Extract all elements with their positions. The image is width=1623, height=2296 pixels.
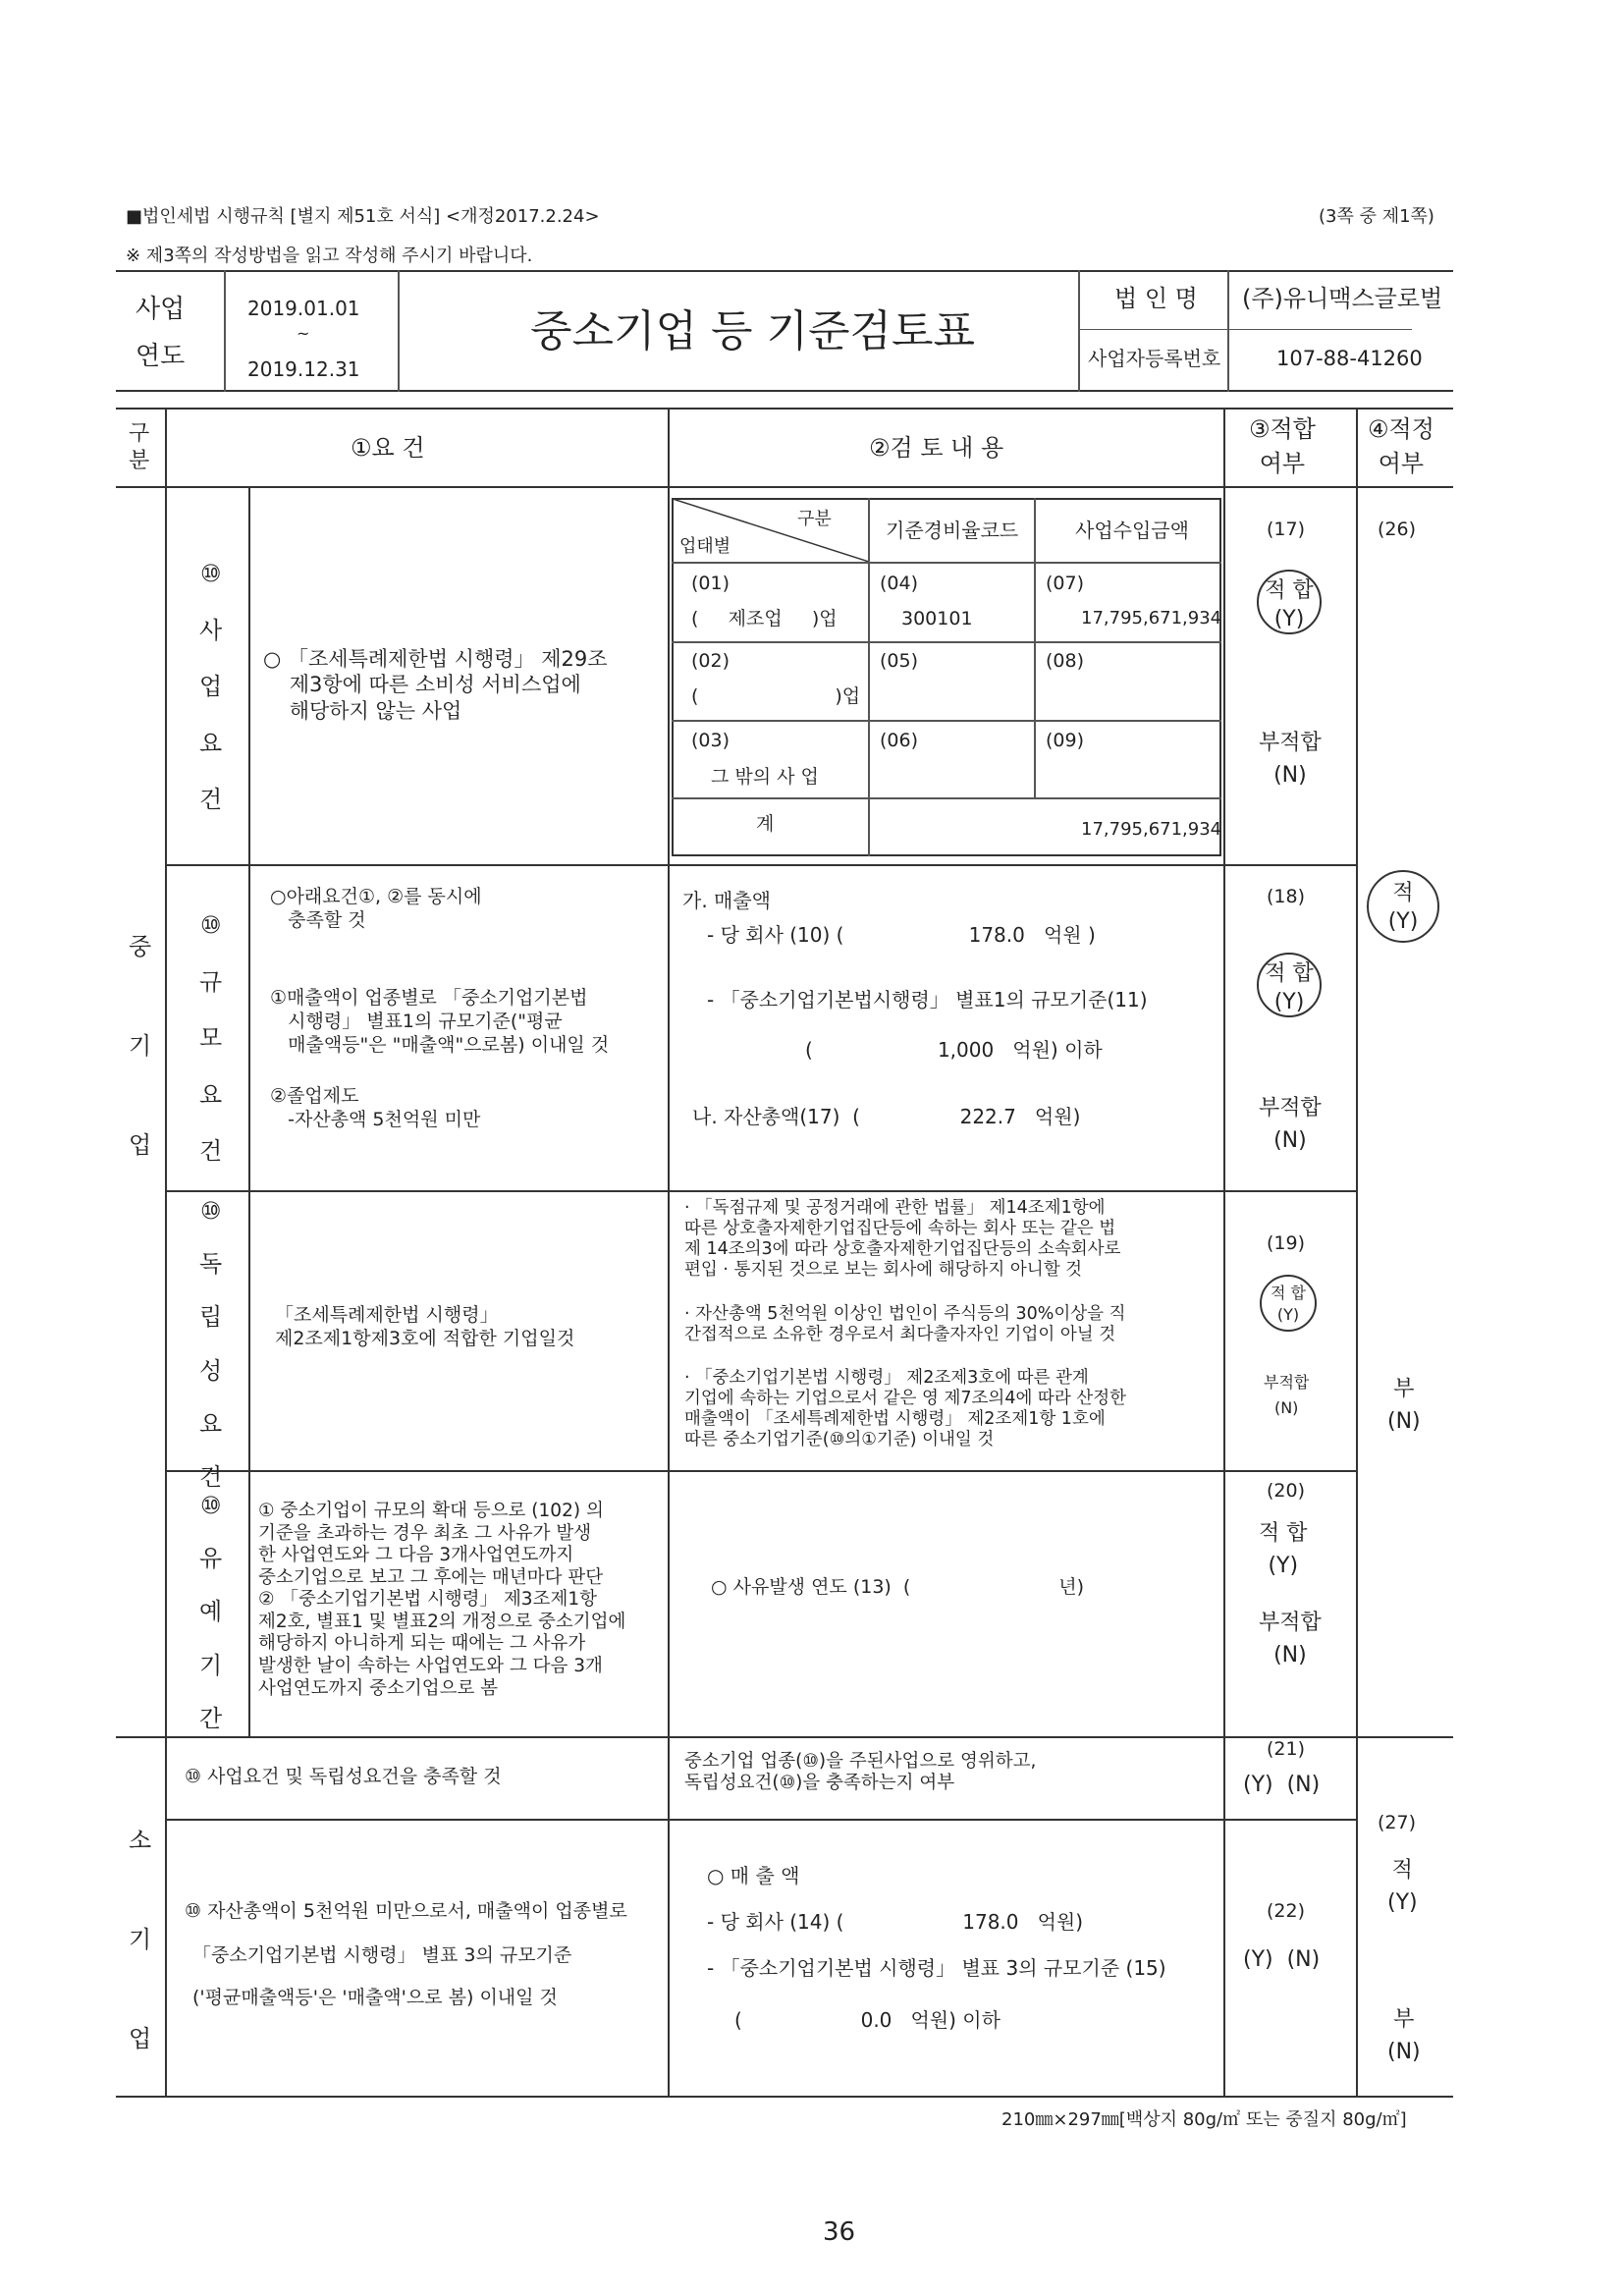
page-number: 36 [823,2217,856,2247]
r1-code-no: (04) [880,573,919,594]
table-col2: 사업수입금액 [1075,519,1189,542]
col-gubun: 구 분 [129,421,150,473]
header-top-rule [116,270,1453,272]
divider [116,486,1453,488]
small2-rev-a: ○ 매 출 액 [707,1864,800,1887]
table-corner-top: 구분 [797,509,832,529]
business-req: ○ 「조세특례제한법 시행령」 제29조 제3항에 따른 소비성 서비스업에 해당하지 않는 사업 [263,647,608,723]
table-corner-bottom: 업태별 [679,536,731,557]
indep-rev-c: · 「중소기업기본법 시행령」 제2조제3호에 따른 관계 기업에 속하는 기업으로서 같은 영 제7조의4에 따라 산정한 매출액이 「조세특례제한법 시행령」 제2조제1항 1호에 따른 중소기업기준(⑩의①기준) 이내일 것 [684,1368,1127,1449]
indep-req: 「조세특례제한법 시행령」 제2조제1항제3호에 적합한 기업일것 [275,1304,575,1349]
corp-name-label: 법 인 명 [1114,285,1198,312]
divider [672,720,1221,722]
period-sep: ~ [297,324,310,343]
col-fit: ③적합 여부 [1249,415,1316,477]
instruction-line: ※ 제3쪽의 작성방법을 읽고 작성해 주시기 바랍니다. [126,246,533,266]
divider [1034,498,1036,797]
indep-fit-no: (19) [1267,1232,1306,1254]
table-top [116,408,1453,410]
divider [165,1819,1356,1821]
indep-rev-a: · 「독점규제 및 공정거래에 관한 법률」 제14조제1항에 따른 상호출자제한기업집단등에 속하는 회사 또는 같은 법 제 14조의3에 따라 상호출자제한기업집단등의 소속회사로 편입 · 통지된 것으로 보는 회사에 해당하지 아니할 것 [684,1198,1121,1280]
divider [1356,408,1358,2097]
scale-req-c: ②졸업제도 -자산총액 5천억원 미만 [270,1085,481,1130]
divider [224,270,226,392]
scale-rev-d: ( 1,000 억원) 이하 [805,1038,1103,1062]
small2-rev-b: - 당 회사 (14) ( 178.0 억원) [707,1910,1084,1934]
paper-spec: 210㎜×297㎜[백상지 80g/㎡ 또는 중질지 80g/㎡] [1001,2109,1407,2130]
r2-amt-no: (08) [1046,650,1085,672]
grace-fit-no: (20) [1267,1480,1306,1502]
grace-fit-yes: 적 합 (Y) [1259,1521,1308,1578]
divider [398,270,400,392]
r1-name: ( 제조업 )업 [691,608,838,629]
r1-no: (01) [691,573,730,594]
grace-rev: ○ 사유발생 연도 (13) ( 년) [711,1576,1085,1598]
r3-no: (03) [691,730,730,751]
divider [116,1736,1453,1738]
small1-rev: 중소기업 업종(⑩)을 주된사업으로 영위하고, 독립성요건(⑩)을 충족하는지 여부 [684,1751,1037,1794]
small2-rev-c: - 「중소기업기본법 시행령」 별표 3의 규모기준 (15) [707,1956,1166,1980]
scale-label: ⑩ 규 모 요 건 [199,911,223,1166]
indep-fit-yes: 적 합 (Y) [1260,1275,1317,1332]
small1-req: ⑩ 사업요건 및 독립성요건을 충족할 것 [185,1766,502,1787]
scale-rev-c: - 「중소기업기본법시행령」 별표1의 규모기준(11) [707,988,1148,1011]
divider [668,408,670,2097]
total-amt: 17,795,671,934 [1081,819,1222,840]
page-of: (3쪽 중 제1쪽) [1319,206,1434,227]
divider [165,864,1356,866]
divider [1227,270,1229,392]
r1-amt-no: (07) [1046,573,1085,594]
scale-fit-noans: 부적합 (N) [1259,1096,1322,1153]
indep-fit-noans: 부적합 (N) [1264,1373,1310,1417]
section-small: 소 기 업 [129,1827,152,2052]
year-label-2: 연도 [135,342,186,371]
scale-req-a: ○아래요건①, ②를 동시에 충족할 것 [270,886,482,931]
divider [1078,329,1412,330]
r3-code-no: (06) [880,730,919,751]
divider [165,1190,1356,1192]
small2-req-a: ⑩ 자산총액이 5천억원 미만으로서, 매출액이 업종별로 [185,1900,627,1922]
scale-fit-no: (18) [1267,886,1306,907]
col-final: ④적정 여부 [1368,415,1434,477]
indep-rev-b: · 자산총액 5천억원 이상인 법인이 주식등의 30%이상을 직 간접적으로 소유한 경우로서 최다출자자인 기업이 아닐 것 [684,1304,1126,1344]
regulation-line: ■법인세법 시행규칙 [별지 제51호 서식] <개정2017.2.24> [126,206,600,227]
business-final-no: (26) [1378,519,1417,540]
small2-req-c: ('평균매출액등'은 '매출액'으로 봄) 이내일 것 [192,1987,558,2008]
col-requirement: ①요 건 [351,434,425,462]
business-fit-yes: 적 합 (Y) [1257,570,1322,634]
business-fit-no: (17) [1267,519,1306,540]
grace-label: ⑩ 유 예 기 간 [199,1492,223,1732]
period-end: 2019.12.31 [247,357,360,381]
grace-req: ① 중소기업이 규모의 확대 등으로 (102) 의 기준을 초과하는 경우 최초 그 사유가 발생 한 사업연도와 그 다음 3개사업연도까지 중소기업으로 보고 그 후에는 매년마다 판단 ② 「중소기업기본법 시행령」 제3조제1항 제2호, 별표1 및 별표2의 개정으로 중소기업에 해당하지 아니하게 되는 때에는 그 사유가 발생한 날이 속하는 사업연도와 그 다음 3개 사업연도까지 중소기업으로 봄 [258,1501,626,1699]
total-label: 계 [756,813,775,835]
small2-req-b: 「중소기업기본법 시행령」 별표 3의 규모기준 [192,1944,572,1966]
indep-label: ⑩ 독 립 성 요 건 [199,1197,223,1492]
scale-rev-a: 가. 매출액 [682,889,771,912]
business-label: ⑩ 사 업 요 건 [199,560,223,814]
divider [165,408,167,2097]
period-start: 2019.01.01 [247,297,360,320]
divider [1223,408,1225,2097]
biz-no: 107-88-41260 [1276,347,1423,370]
divider [248,486,250,1736]
table-bottom [116,2096,1453,2098]
col-review: ②검 토 내 용 [869,434,1004,462]
scale-fit-yes: 적 합 (Y) [1257,953,1322,1017]
divider [672,641,1221,643]
table-col1: 기준경비율코드 [886,519,1019,542]
sme-final-mark: 적 (Y) [1367,870,1439,943]
r2-name: ( )업 [691,685,861,707]
corp-name: (주)유니맥스글로벌 [1242,285,1443,312]
sme-final-no: 부 (N) [1387,1377,1421,1434]
r3-amt-no: (09) [1046,730,1085,751]
small1-fit-yn: (Y) (N) [1243,1773,1321,1797]
small2-rev-d: ( 0.0 억원) 이하 [734,2008,1001,2032]
small2-fit-yn: (Y) (N) [1243,1947,1321,1972]
header-bottom-rule [116,390,1453,392]
divider [868,498,870,856]
biz-no-label: 사업자등록번호 [1088,347,1221,370]
divider [165,1470,1356,1472]
divider [672,797,1221,799]
r1-code: 300101 [901,608,973,629]
business-fit-noans: 부적합 (N) [1259,731,1322,788]
divider [672,562,1221,564]
r1-amt: 17,795,671,934 [1081,608,1222,629]
small2-fit-no: (22) [1267,1900,1306,1922]
small-final-noans: 부 (N) [1387,2007,1421,2064]
r3-name: 그 밖의 사 업 [711,766,819,788]
page-title: 중소기업 등 기준검토표 [530,306,976,356]
scale-rev-e: 나. 자산총액(17) ( 222.7 억원) [692,1105,1081,1128]
r2-no: (02) [691,650,730,672]
r2-code-no: (05) [880,650,919,672]
year-label-1: 사업 [135,295,186,324]
section-sme: 중 기 업 [129,933,152,1159]
small-final-yes: 적 (Y) [1387,1858,1418,1915]
grace-fit-noans: 부적합 (N) [1259,1611,1322,1667]
small-final-no: (27) [1378,1812,1417,1833]
small1-fit-no: (21) [1267,1738,1306,1760]
scale-req-b: ①매출액이 업종별로 「중소기업기본법 시행령」 별표1의 규모기준("평균 매출액등"은 "매출액"으로봄) 이내일 것 [270,987,610,1056]
divider [1078,270,1080,392]
scale-rev-b: - 당 회사 (10) ( 178.0 억원 ) [707,923,1096,947]
